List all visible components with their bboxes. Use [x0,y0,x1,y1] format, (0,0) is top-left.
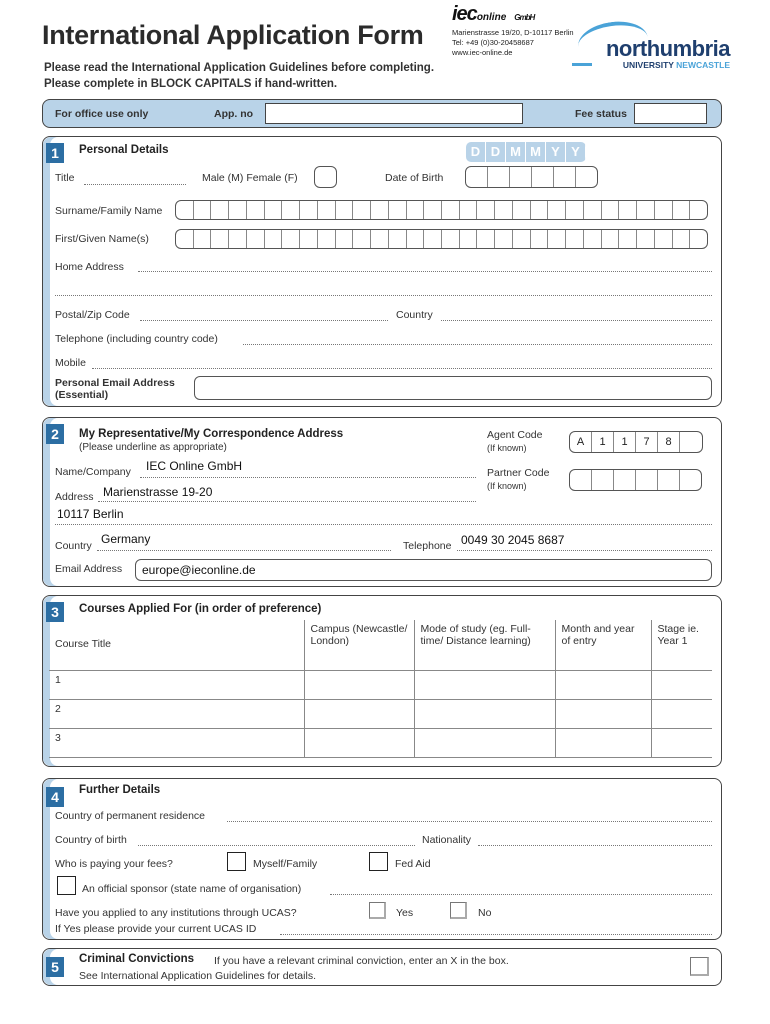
agent-known-label: (If known) [487,443,527,453]
dob-format-hint [466,142,586,162]
section-number: 3 [46,602,64,622]
birth-country-field[interactable] [138,845,415,846]
surname-field[interactable] [175,200,708,220]
residence-label: Country of permanent residence [55,810,205,822]
name-company-field[interactable] [140,477,476,478]
section-number: 2 [46,424,64,444]
stage-cell[interactable] [651,699,712,728]
email-field[interactable] [194,376,712,400]
entry-cell[interactable] [555,699,651,728]
dob-hint-letter: M [506,142,526,162]
dob-hint-letter: D [486,142,506,162]
agent-code-char: 8 [658,432,680,452]
fedaid-label: Fed Aid [395,858,431,870]
telephone-field[interactable] [457,550,712,551]
criminal-instruction: If you have a relevant criminal conviction, enter an X in the box. [214,955,509,967]
residence-field[interactable] [227,821,712,822]
country-label: Country [55,540,92,552]
sponsor-checkbox[interactable] [57,876,76,895]
northumbria-logo [570,22,730,72]
agent-code-label: Agent Code [487,429,543,441]
ucas-id-field[interactable] [280,934,712,935]
surname-label: Surname/Family Name [55,205,163,217]
agent-code-field[interactable] [569,431,703,453]
telephone-field[interactable] [243,344,712,345]
section-heading: Courses Applied For (in order of preference) [79,603,322,615]
row-number: 1 [49,670,304,699]
agent-code-char [680,432,702,452]
row-number: 3 [49,728,304,757]
postal-code-field[interactable] [140,320,388,321]
university-sub [623,60,730,70]
birth-country-label: Country of birth [55,834,127,846]
email-label: Email Address [55,563,123,575]
email-value: europe@ieconline.de [142,563,256,577]
sponsor-label: An official sponsor (state name of organisation) [82,883,302,895]
iec-tel: Tel: +49 (0)30-20458687 [452,38,534,47]
dob-hint-letter: D [466,142,486,162]
nationality-field[interactable] [478,845,712,846]
ucas-question: Have you applied to any institutions through UCAS? [55,907,297,919]
home-address-field-1[interactable] [138,271,712,272]
section-heading: Personal Details [79,144,169,156]
section-heading: Further Details [79,784,161,796]
address-value: Marienstrasse 19-20 [103,485,213,499]
criminal-guidelines: See International Application Guidelines for details. [79,970,316,982]
telephone-label: Telephone [403,540,452,552]
col-mode: Mode of study (eg. Full-time/ Distance learning) [414,620,555,670]
dob-label: Date of Birth [385,172,444,184]
table-row [49,728,712,757]
mode-cell[interactable] [414,699,555,728]
first-name-label: First/Given Name(s) [55,233,149,245]
address-label: Address [55,491,94,503]
fees-label: Who is paying your fees? [55,858,173,870]
agent-code-char: 7 [636,432,658,452]
home-address-field-2[interactable] [55,295,712,296]
university-sub1: UNIVERSITY [622,60,674,70]
mode-cell[interactable] [414,670,555,699]
campus-cell[interactable] [304,699,414,728]
ucas-yes-checkbox[interactable] [369,902,386,919]
dob-hint-letter: Y [566,142,586,162]
stage-cell[interactable] [651,670,712,699]
col-stage: Stage ie. Year 1 [651,620,712,670]
stage-cell[interactable] [651,728,712,757]
mobile-label: Mobile [55,357,86,369]
fedaid-checkbox[interactable] [369,852,388,871]
partner-known-label: (If known) [487,481,527,491]
iec-brand: iec [452,3,477,25]
name-company-value: IEC Online GmbH [146,459,243,473]
address-line2-value: 10117 Berlin [57,507,124,521]
myself-checkbox[interactable] [227,852,246,871]
office-use-bar [42,99,722,128]
office-use-label: For office use only [55,108,149,120]
iec-address: Marienstrasse 19/20, D-10117 Berlin [452,28,574,37]
myself-label: Myself/Family [253,858,318,870]
section-number: 1 [46,143,64,163]
section-heading: Criminal Convictions [79,953,195,965]
section-number: 4 [46,787,64,807]
country-field[interactable] [441,320,712,321]
title-field[interactable] [84,184,186,185]
campus-cell[interactable] [304,670,414,699]
mode-cell[interactable] [414,728,555,757]
nationality-label: Nationality [422,834,472,846]
partner-code-field[interactable] [569,469,702,491]
fee-status-field[interactable] [634,103,707,124]
agent-code-char: 1 [614,432,636,452]
section-number: 5 [46,957,64,977]
courses-header-row [49,620,712,670]
postal-code-label: Postal/Zip Code [55,309,130,321]
iec-web: www.iec-online.de [452,48,513,57]
home-address-label: Home Address [55,261,124,273]
iec-online-text: online [476,12,507,23]
instruction-block-capitals: Please complete in BLOCK CAPITALS if hand-written. [44,78,338,90]
gender-label: Male (M) Female (F) [202,172,298,184]
address-field[interactable] [98,501,476,502]
country-label: Country [396,309,433,321]
ucas-no-checkbox[interactable] [450,902,467,919]
ucas-yes-label: Yes [396,907,414,919]
section-heading: My Representative/My Correspondence Address [79,428,344,440]
col-entry: Month and year of entry [555,620,651,670]
first-name-field[interactable] [175,229,708,249]
email-label: Personal Email Address [55,377,175,389]
mobile-field[interactable] [92,368,712,369]
app-no-field[interactable] [265,103,523,124]
telephone-value: 0049 30 2045 8687 [461,533,565,547]
criminal-checkbox[interactable] [690,957,709,976]
col-campus: Campus (Newcastle/ London) [304,620,414,670]
title-label: Title [55,172,75,184]
name-company-label: Name/Company [55,466,131,478]
ucas-id-label: If Yes please provide your current UCAS ID [55,923,257,935]
table-row [49,670,712,699]
gender-field[interactable] [314,166,337,188]
university-name: northumbria [605,36,730,61]
partner-code-label: Partner Code [487,467,550,479]
country-value: Germany [101,532,151,546]
agent-code-char: 1 [592,432,614,452]
email-essential-label: (Essential) [55,389,109,401]
dob-field[interactable] [465,166,598,188]
country-field[interactable] [97,550,391,551]
university-sub2: NEWCASTLE [676,60,730,70]
iec-gmbh-text: GmbH [514,13,535,22]
address-field-2[interactable] [55,524,712,525]
table-row [49,699,712,728]
entry-cell[interactable] [555,728,651,757]
agent-code-char: A [570,432,592,452]
underline-note: (Please underline as appropriate) [79,442,227,453]
row-number: 2 [49,699,304,728]
app-no-label: App. no [214,108,254,120]
entry-cell[interactable] [555,670,651,699]
sponsor-field[interactable] [330,894,712,895]
logo-dash-icon [572,63,592,66]
ucas-no-label: No [478,907,492,919]
dob-hint-letter: Y [546,142,566,162]
campus-cell[interactable] [304,728,414,757]
courses-table [49,620,712,758]
form-title: International Application Form [42,20,424,50]
dob-hint-letter: M [526,142,546,162]
col-course-title: Course Title [49,620,304,670]
fee-status-label: Fee status [575,108,627,120]
telephone-label: Telephone (including country code) [55,333,218,345]
instruction-guidelines: Please read the International Application Guidelines before completing. [44,62,435,74]
